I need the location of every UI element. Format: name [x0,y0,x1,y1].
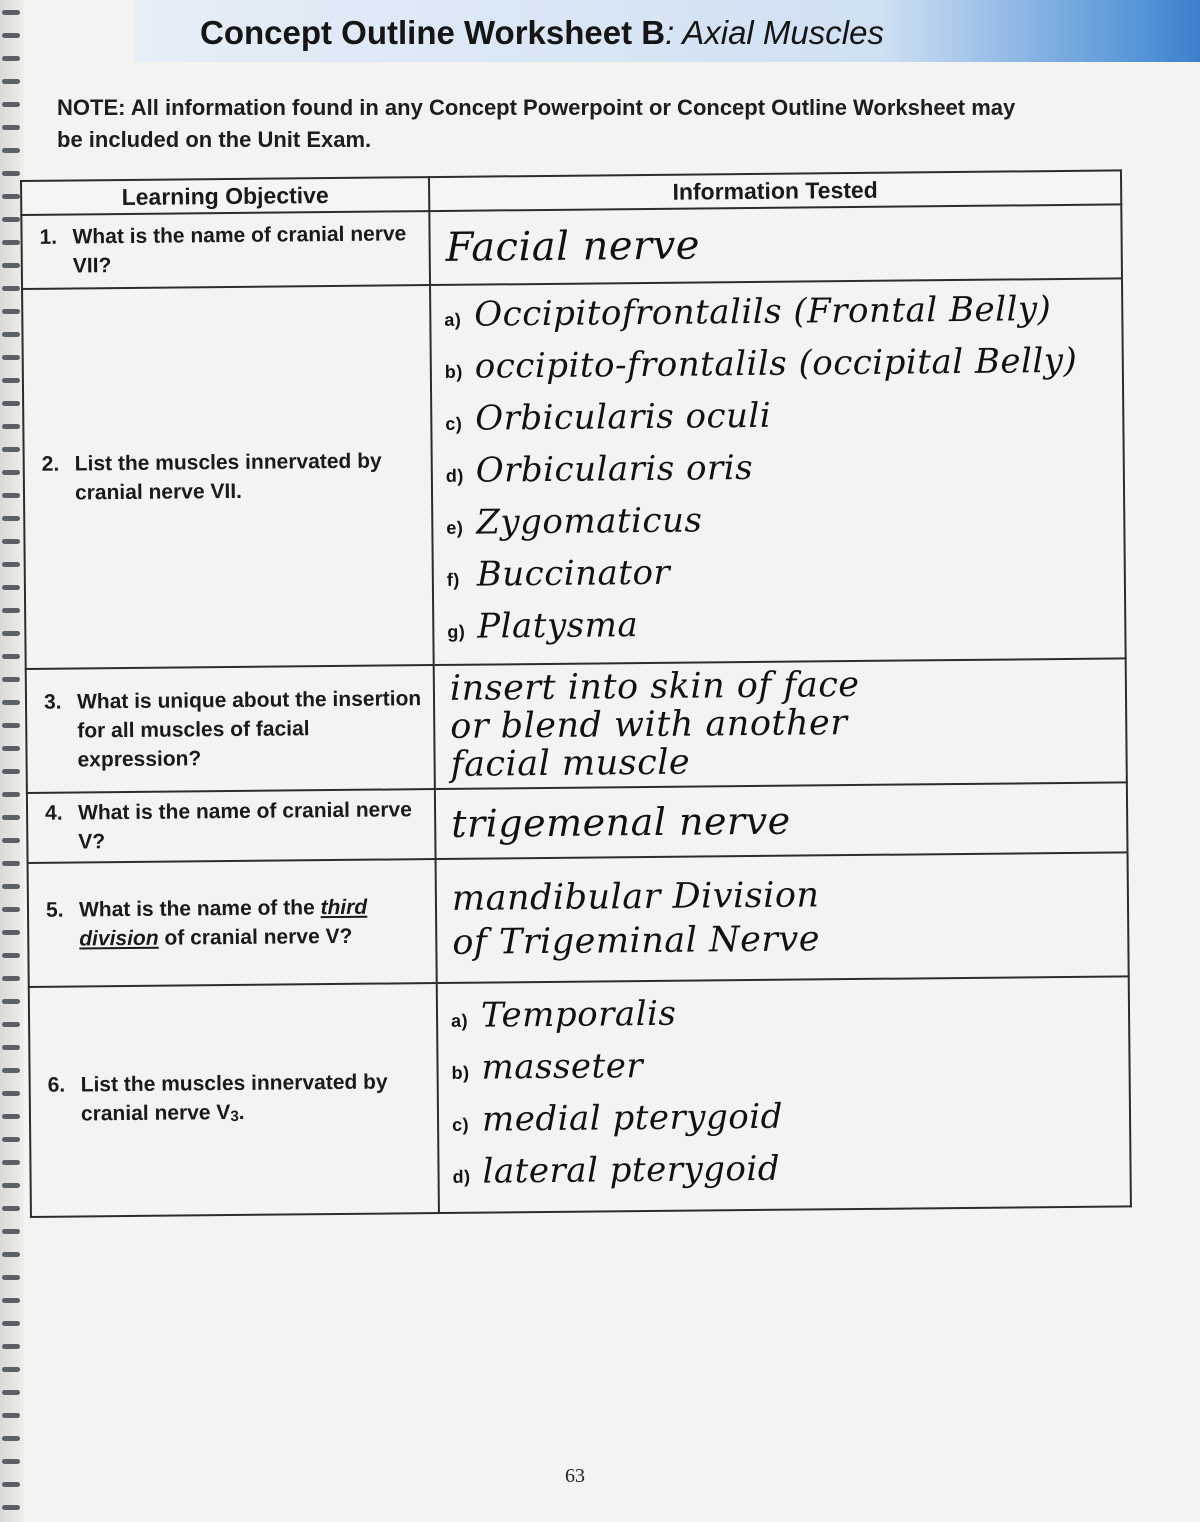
spiral-ring [2,1206,20,1211]
question-text: What is the name of cranial nerve VII? [72,222,407,278]
spiral-ring [2,447,20,452]
spiral-ring [2,1275,20,1280]
header-information-tested: Information Tested [429,170,1121,211]
spiral-ring [2,194,20,199]
answer-3: insert into skin of face or blend with another facial muscle [449,664,860,785]
spiral-ring [2,355,20,360]
table-row [29,976,1131,1217]
spiral-ring [2,217,20,222]
spiral-ring [2,125,20,130]
spiral-ring [2,654,20,659]
list-item: e) Zygomaticus [446,500,703,543]
list-item: c) Orbicularis oculi [445,395,772,439]
spiral-ring [2,424,20,429]
spiral-ring [2,608,20,613]
spiral-ring [2,884,20,889]
spiral-ring [2,309,20,314]
list-item: a) Temporalis [450,993,677,1036]
page-title: Concept Outline Worksheet B: Axial Muscles [200,14,884,51]
spiral-ring [2,10,20,15]
spiral-ring [2,1436,20,1441]
spiral-ring [2,1482,20,1487]
table-row [28,852,1129,987]
table-row [21,204,1122,289]
list-item: d) lateral pterygoid [452,1148,781,1192]
question-text: List the muscles innervated by cranial nerve V3. [80,1070,388,1126]
spiral-ring [2,539,20,544]
spiral-ring [2,838,20,843]
spiral-ring [2,102,20,107]
objective-4: 4. What is the name of cranial nerve V? [29,795,434,857]
list-item: b) occipito-frontalils (occipital Belly) [444,340,1078,387]
spiral-ring [2,1137,20,1142]
spiral-ring [2,79,20,84]
spiral-ring [2,723,20,728]
objective-5: 5. What is the name of the third division of cranial nerve V? [30,892,435,954]
spiral-ring [2,33,20,38]
spiral-ring [2,930,20,935]
list-item: d) Orbicularis oris [445,447,754,491]
table-row [26,658,1127,793]
spiral-ring [2,378,20,383]
spiral-ring [2,861,20,866]
page-number: 63 [565,1465,585,1487]
spiral-ring [2,1459,20,1464]
spiral-ring [2,585,20,590]
title-banner [135,0,1200,62]
spiral-ring [2,1022,20,1027]
answer-6-list [439,981,1129,1208]
list-item: c) medial pterygoid [451,1096,784,1140]
objective-2: 2. List the muscles innervated by cranial nerve VII. [26,446,431,508]
spiral-ring [2,1045,20,1050]
page-subtitle: : Axial Muscles [665,14,884,51]
spiral-ring [2,171,20,176]
spiral-ring [2,1321,20,1326]
spiral-ring [2,1505,20,1510]
spiral-ring [2,1183,20,1188]
table-row [22,278,1126,669]
spiral-ring [2,401,20,406]
spiral-ring [2,1413,20,1418]
header-learning-objective: Learning Objective [21,177,429,215]
spiral-ring [2,631,20,636]
spiral-ring [2,263,20,268]
spiral-ring [2,677,20,682]
exam-note: NOTE: All information found in any Concept Powerpoint or Concept Outline Worksheet may be included on the Unit Exam. [57,95,1016,152]
spiral-ring [2,953,20,958]
spiral-ring [2,746,20,751]
answer-1: Facial nerve [445,222,701,271]
spiral-ring [2,1367,20,1372]
spiral-ring [2,976,20,981]
worksheet-table [20,169,1132,1218]
spiral-ring [2,470,20,475]
objective-1: 1. What is the name of cranial nerve VII? [23,219,428,281]
spiral-ring [2,769,20,774]
question-text: What is the name of cranial nerve V? [77,798,412,854]
objective-3: 3. What is unique about the insertion for all muscles of facial expression? [28,684,433,775]
question-text: What is unique about the insertion for all muscles of facial expression? [76,686,422,771]
spiral-ring [2,815,20,820]
spiral-ring [2,1068,20,1073]
spiral-ring [2,240,20,245]
list-item: f) Buccinator [446,552,671,595]
list-item: a) Occipitofrontalils (Frontal Belly) [444,289,1052,335]
spiral-ring [2,332,20,337]
spiral-ring [2,1252,20,1257]
spiral-ring [2,1390,20,1395]
spiral-ring [2,56,20,61]
spiral-ring [2,907,20,912]
spiral-ring [2,562,20,567]
list-item: g) Platysma [447,605,639,647]
spiral-ring [2,792,20,797]
list-item: b) masseter [451,1046,644,1088]
spiral-ring [2,1229,20,1234]
spiral-ring [2,1114,20,1119]
spiral-ring [2,1091,20,1096]
question-text: What is the name of the third division of cranial nerve V? [78,895,368,951]
question-text: List the muscles innervated by cranial nerve VII. [74,449,382,505]
answer-2-list [432,280,1124,663]
answer-5: mandibular Division of Trigeminal Nerve [451,875,821,963]
spiral-ring [2,999,20,1004]
table-row [27,782,1128,863]
spiral-ring [2,1160,20,1165]
spiral-ring [2,493,20,498]
spiral-ring [2,148,20,153]
spiral-ring [2,1298,20,1303]
spiral-ring [2,1344,20,1349]
worksheet [20,169,1140,1240]
spiral-ring [2,700,20,705]
spiral-ring [2,516,20,521]
answer-4: trigemenal nerve [450,798,791,846]
spiral-ring [2,286,20,291]
objective-6: 6. List the muscles innervated by cranial nerve V3. [32,1067,437,1133]
